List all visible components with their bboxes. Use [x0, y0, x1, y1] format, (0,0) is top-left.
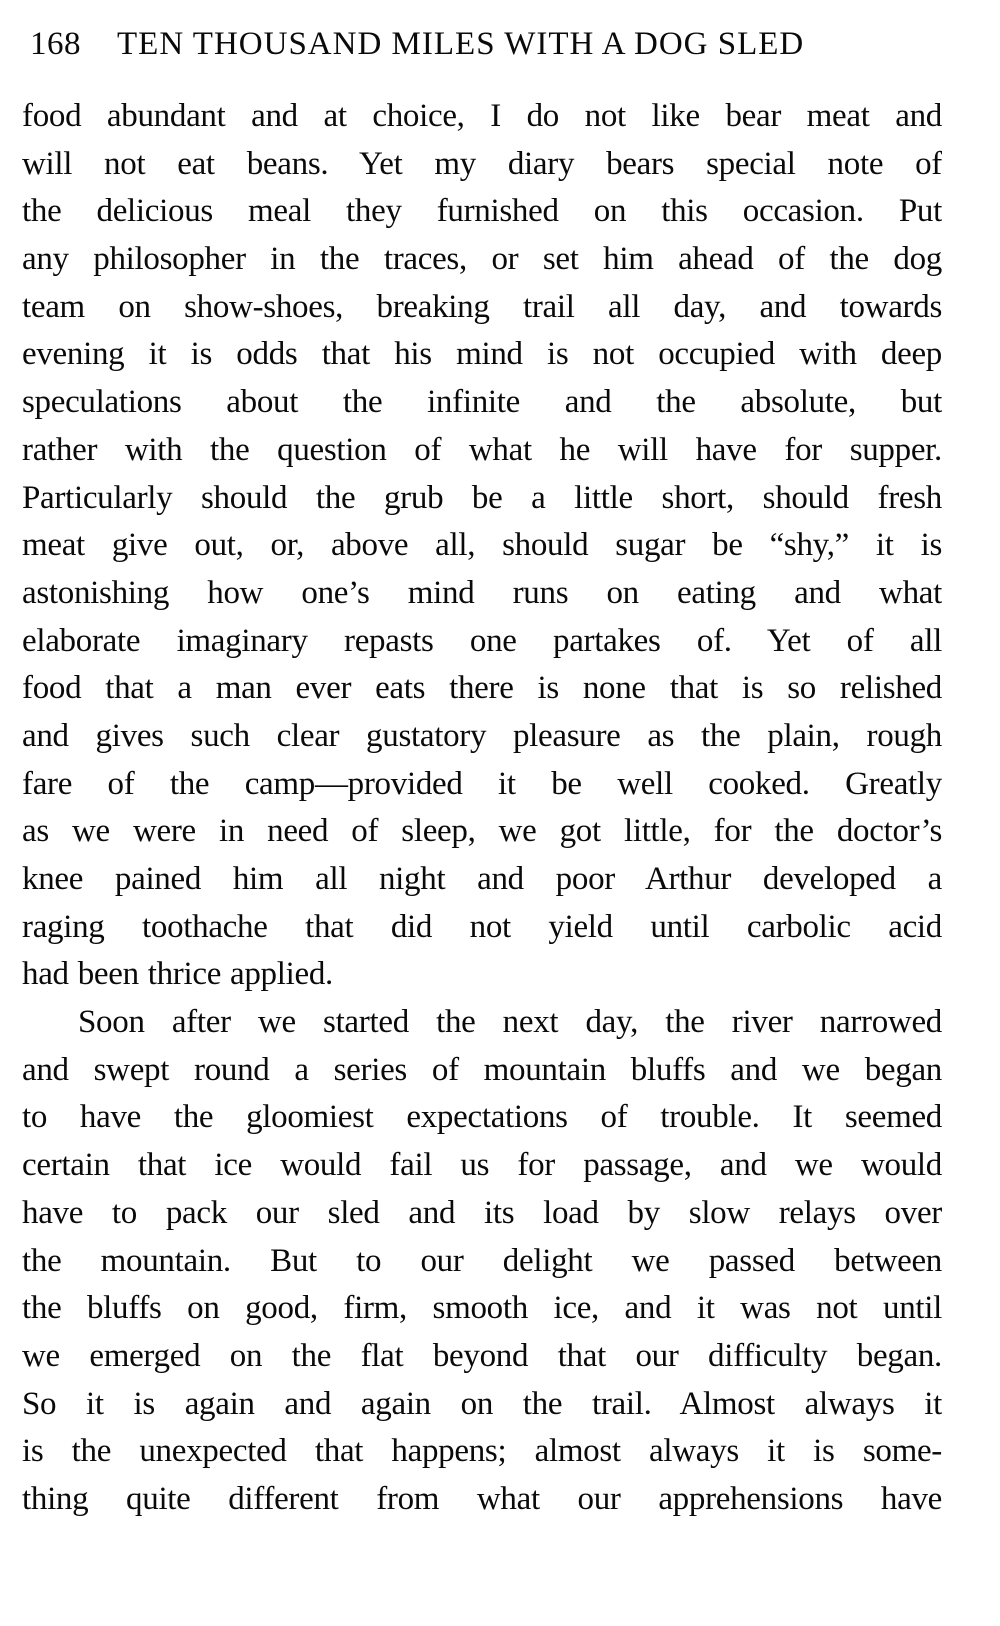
text-line: any philosopher in the traces, or set him ahead of the dog	[22, 241, 942, 278]
text-line: to have the gloomiest expectations of trouble. It seemed	[22, 1099, 942, 1136]
text-line: and gives such clear gustatory pleasure as the plain, rough	[22, 717, 942, 754]
text-line: raging toothache that did not yield until carbolic acid	[22, 908, 942, 945]
text-line: fare of the camp—provided it be well cooked. Greatly	[22, 765, 942, 802]
text-line: elaborate imaginary repasts one partakes of. Yet of all	[22, 622, 942, 659]
text-line: astonishing how one’s mind runs on eating and what	[22, 574, 942, 611]
text-line: food abundant and at choice, I do not like bear meat and	[22, 98, 942, 134]
text-line: is the unexpected that happens; almost always it is some-	[22, 1433, 942, 1470]
running-header-title: TEN THOUSAND MILES WITH A DOG SLED	[117, 26, 805, 62]
text-line: meat give out, or, above all, should sugar be “shy,” it is	[22, 527, 942, 564]
page-body	[22, 93, 942, 1524]
text-line: So it is again and again on the trail. Almost always it	[22, 1385, 942, 1422]
text-line: and swept round a series of mountain bluffs and we began	[22, 1051, 942, 1088]
text-line: team on show-shoes, breaking trail all day, and towards	[22, 288, 942, 325]
text-line: the mountain. But to our delight we passed between	[22, 1242, 942, 1279]
text-line: thing quite different from what our apprehensions have	[22, 1480, 942, 1517]
text-line: had been thrice applied.	[22, 956, 333, 993]
text-line: certain that ice would fail us for passage, and we would	[22, 1147, 942, 1184]
text-line: Particularly should the grub be a little short, should fresh	[22, 479, 942, 516]
page-number: 168	[30, 26, 81, 62]
running-header	[22, 26, 942, 63]
paragraph	[22, 999, 942, 1524]
text-line: speculations about the infinite and the absolute, but	[22, 384, 942, 421]
text-line: rather with the question of what he will have for supper.	[22, 431, 942, 468]
text-line: have to pack our sled and its load by slow relays over	[22, 1194, 942, 1231]
text-line: knee pained him all night and poor Arthur developed a	[22, 861, 942, 897]
text-line: will not eat beans. Yet my diary bears special note of	[22, 145, 942, 182]
text-line: food that a man ever eats there is none that is so relished	[22, 670, 942, 707]
paragraph	[22, 93, 942, 999]
text-line: we emerged on the flat beyond that our difficulty began.	[22, 1337, 942, 1374]
text-line: as we were in need of sleep, we got little, for the doctor’s	[22, 813, 942, 850]
text-line: the bluffs on good, firm, smooth ice, and it was not until	[22, 1290, 942, 1327]
text-line: the delicious meal they furnished on this occasion. Put	[22, 193, 942, 230]
text-line: Soon after we started the next day, the river narrowed	[78, 1004, 942, 1041]
text-line: evening it is odds that his mind is not occupied with deep	[22, 336, 942, 373]
